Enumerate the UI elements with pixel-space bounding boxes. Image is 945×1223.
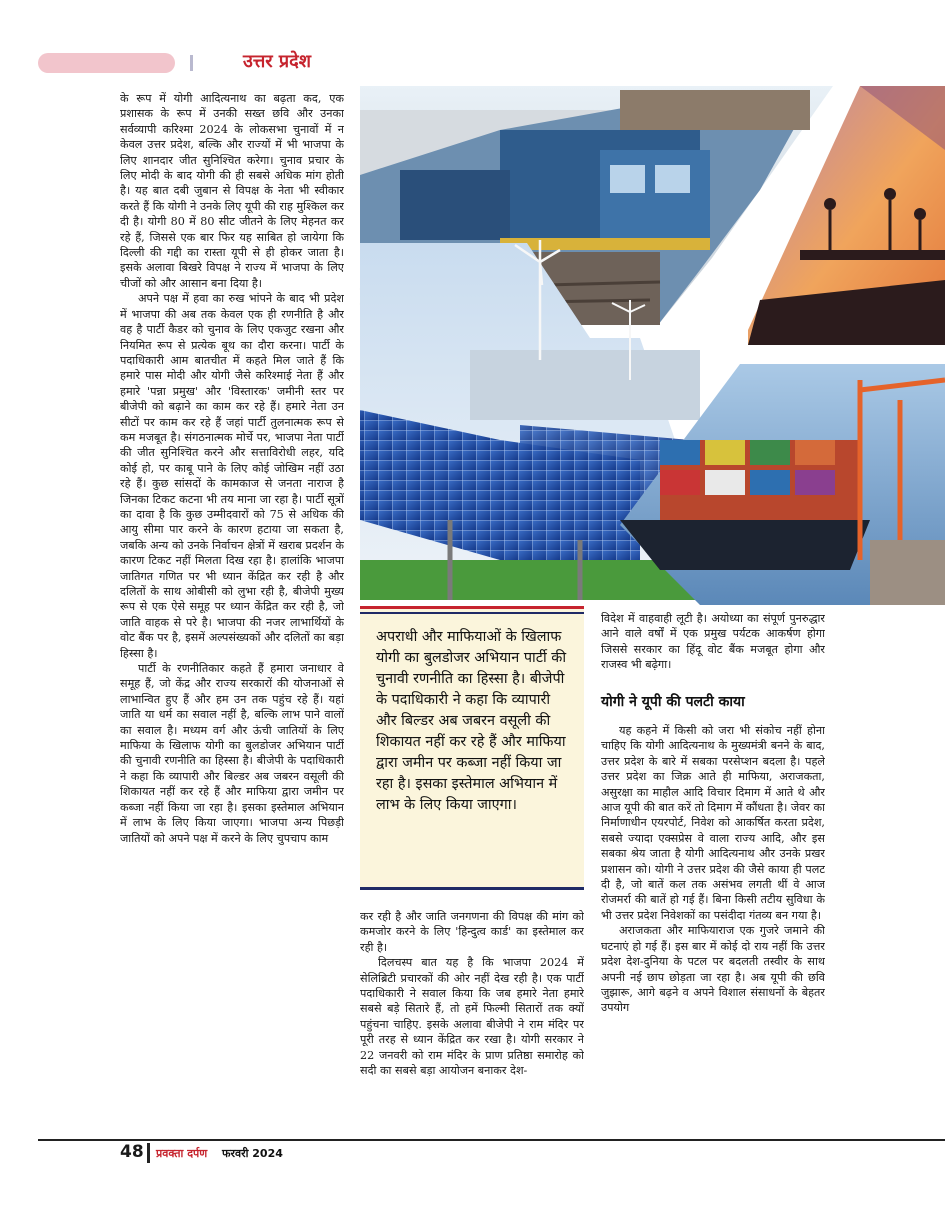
magazine-logo: प्रवक्ता दर्पण <box>156 1147 208 1160</box>
paragraph: विदेश में वाहवाही लूटी है। अयोध्या का संपूर्ण पुनरुद्धार आने वाले वर्षों में एक प्रमुख पर्यटक आकर्षण होगा जिससे सरकार का हिंदू वोट बैंक मजबूत होगा और राजस्व भी बढ़ेगा। <box>601 612 825 672</box>
body-column-1 <box>120 91 344 1131</box>
body-column-3 <box>601 723 825 1133</box>
page-number: 48 <box>120 1142 144 1162</box>
issue-date: फरवरी 2024 <box>222 1147 283 1160</box>
paragraph: अपने पक्ष में हवा का रुख भांपने के बाद भी प्रदेश में भाजपा की अब तक केवल एक ही रणनीति है और वह है पार्टी कैडर को चुनाव के लिए एकजुट रखना और नियमित रूप से प्रत्येक बूथ का दौरा करना। पार्टी के पदाधिकारी आम बातचीत में कहते मिल जाते हैं कि हमारे पास मोदी और योगी जैसे करिश्माई नेता हैं और हमारे 'पन्ना प्रमुख' और 'विस्तारक' जमीनी स्तर पर बीजेपी को बढ़ाने का काम कर रहे हैं। हमारे नेता उन सीटों पर काम कर रहे हैं जहां पार्टी तुलनात्मक रूप से कम मजबूत है। संगठनात्मक मोर्चे पर, भाजपा नेता पार्टी की जीत सुनिश्चित करने और सत्ताविरोधी लहर, यदि कोई हो, पर काबू पाने के लिए कोई जोखिम नहीं उठा रहे हैं। कुछ सांसदों के कामकाज से जनता नाराज है जिनका टिकट कटना भी तय माना जा रहा है। पार्टी सूत्रों का दावा है कि कुछ उम्मीदवारों को 75 से अधिक की आयु सीमा पार करने के कारण हटाया जा सकता है, जबकि अन्य को उनके निर्वाचन क्षेत्रों में खराब प्रदर्शन के कारण टिकट नहीं मिलता दिख रहा है। हालांकि भाजपा जातिगत गणित पर भी ध्यान केंद्रित कर रही है और दलितों के साथ ओबीसी को लुभा रही है, बीजेपी मुख्य रूप से एक ऐसे समूह पर ध्यान केंद्रित कर रही है, जो जाति वाहक से परे है। भाजपा की नजर लाभार्थियों के वोट बैंक पर है, इसमें अल्पसंख्यकों और दलितों का बड़ा हिस्सा है। <box>120 292 344 660</box>
paragraph: पार्टी के रणनीतिकार कहते हैं हमारा जनाधार वे समूह हैं, जो केंद्र और राज्य सरकारों की योजनाओं से लाभान्वित हुए हैं और हम उन तक पहुंच रहे हैं। यहां जाति या धर्म का सवाल नहीं है, बल्कि लाभ पाने वालों का सवाल है। मध्यम वर्ग और ऊंची जातियों के लिए माफिया के खिलाफ योगी का बुलडोजर अभियान पार्टी की चुनावी रणनीति का हिस्सा है। बीजेपी के पदाधिकारी ने कहा कि व्यापारी और बिल्डर अब जबरन वसूली की शिकायत नहीं कर रहे हैं और माफिया द्वारा जमीन पर कब्जा नहीं किया जा रहा है। इसका इस्तेमाल अभियान में लाभ के लिए किया जाएगा। भाजपा अन्य पिछड़ी जातियों को अपने पक्ष में करने के लिए चुपचाप काम <box>120 662 344 845</box>
footer-divider <box>147 1143 150 1163</box>
paragraph: के रूप में योगी आदित्यनाथ का बढ़ता कद, एक प्रशासक के रूप में उनकी सख्त छवि और उनका सर्वव्यापी करिश्मा 2024 के लोकसभा चुनावों में न केवल उत्तर प्रदेश, बल्कि और राज्यों में भी भाजपा के लिए शानदार जीत सुनिश्चित करेगा। चुनाव प्रचार के लिए मोदी के बाद योगी की ही सबसे अधिक मांग होती है। यह बात दबी जुबान से विपक्ष के नेता भी स्वीकार करते हैं कि योगी ने उनके लिए यूपी की राह मुश्किल कर दी है। योगी 80 में 80 सीट जीतने के लिए मेहनत कर रहे हैं, जिससे एक बार फिर यह साबित हो जायेगा कि दिल्ली की गद्दी का रास्ता यूपी से ही होकर जाता है। इसके अलावा बिखरे विपक्ष ने राज्य में भाजपा के लिए चीजों को और आसान बना दिया है। <box>120 92 344 290</box>
subheading: योगी ने यूपी की पलटी काया <box>601 694 745 710</box>
footer-rule <box>38 1139 945 1141</box>
section-title: उत्तर प्रदेश <box>243 51 311 72</box>
pull-quote-text: अपराधी और माफियाओं के खिलाफ योगी का बुलडोजर अभियान पार्टी की चुनावी रणनीति का हिस्सा है। बीजेपी के पदाधिकारी ने कहा कि व्यापारी और बिल्डर अब जबरन वसूली की शिकायत नहीं कर रहे हैं और माफिया द्वारा जमीन पर कब्जा नहीं किया जा रहा है। इसका इस्तेमाल अभियान में लाभ के लिए किया जाएगा। <box>376 629 567 813</box>
pull-quote-rule <box>360 612 584 614</box>
paragraph: अराजकता और माफियाराज एक गुजरे जमाने की घटनाएं हो गई हैं। इस बार में कोई दो राय नहीं कि उत्तर प्रदेश देश-दुनिया के पटल पर बदलती तस्वीर के साथ अपनी नई छाप छोड़ता जा रहा है। अब यूपी की छवि जुझारू, आगे बढ़ने व अपने विशाल संसाधनों के बेहतर उपयोग <box>601 924 825 1015</box>
pull-quote <box>360 606 584 890</box>
paragraph: कर रही है और जाति जनगणना की विपक्ष की मांग को कमजोर करने के लिए 'हिन्दुत्व कार्ड' का इस्तेमाल कर रही है। <box>360 910 584 954</box>
body-column-3-top <box>601 611 825 689</box>
paragraph: यह कहने में किसी को जरा भी संकोच नहीं होना चाहिए कि योगी आदित्यनाथ के मुख्यमंत्री बनने के बाद, उत्तर प्रदेश के बारे में सबका परसेप्शन बदला है। पहले उत्तर प्रदेश का जिक्र आते ही माफिया, अराजकता, असुरक्षा का माहौल आदि विचार दिमाग में आते थे और आज यूपी की बात करें तो दिमाग में कौंधता है। जेवर का निर्माणाधीन एयरपोर्ट, निवेश को आकर्षित करता प्रदेश, सबसे ज्यादा एक्सप्रेस वे वाला राज्य आदि, और इस सबका श्रेय जाता है योगी आदित्यनाथ और उनके प्रखर प्रशासन को। योगी ने उत्तर प्रदेश की जैसे काया ही पलट दी है, जो बातें कल तक असंभव लगती थीं वे आज रोजमर्रा की बातें हो गई हैं। बिना किसी तटीय सुविधा के भी उत्तर प्रदेश निवेशकों का पसंदीदा गंतव्य बन गया है। <box>601 724 825 922</box>
body-column-2 <box>360 909 584 1134</box>
paragraph: दिलचस्प बात यह है कि भाजपा 2024 में सेलिब्रिटी प्रचारकों की ओर नहीं देख रही है। एक पार्टी पदाधिकारी ने सवाल किया कि जब हमारे नेता हमारे सबसे बड़े सितारे हैं, तो हमें फिल्मी सितारों तक क्यों पहुंचना चाहिए. इसके अलावा बीजेपी ने राम मंदिर पर पूरी तरह से ध्यान केंद्रित कर रखा है। योगी सरकार ने 22 जनवरी को राम मंदिर के प्राण प्रतिष्ठा समारोह को सदी का सबसे बड़ा आयोजन बनाकर देश- <box>360 956 584 1078</box>
